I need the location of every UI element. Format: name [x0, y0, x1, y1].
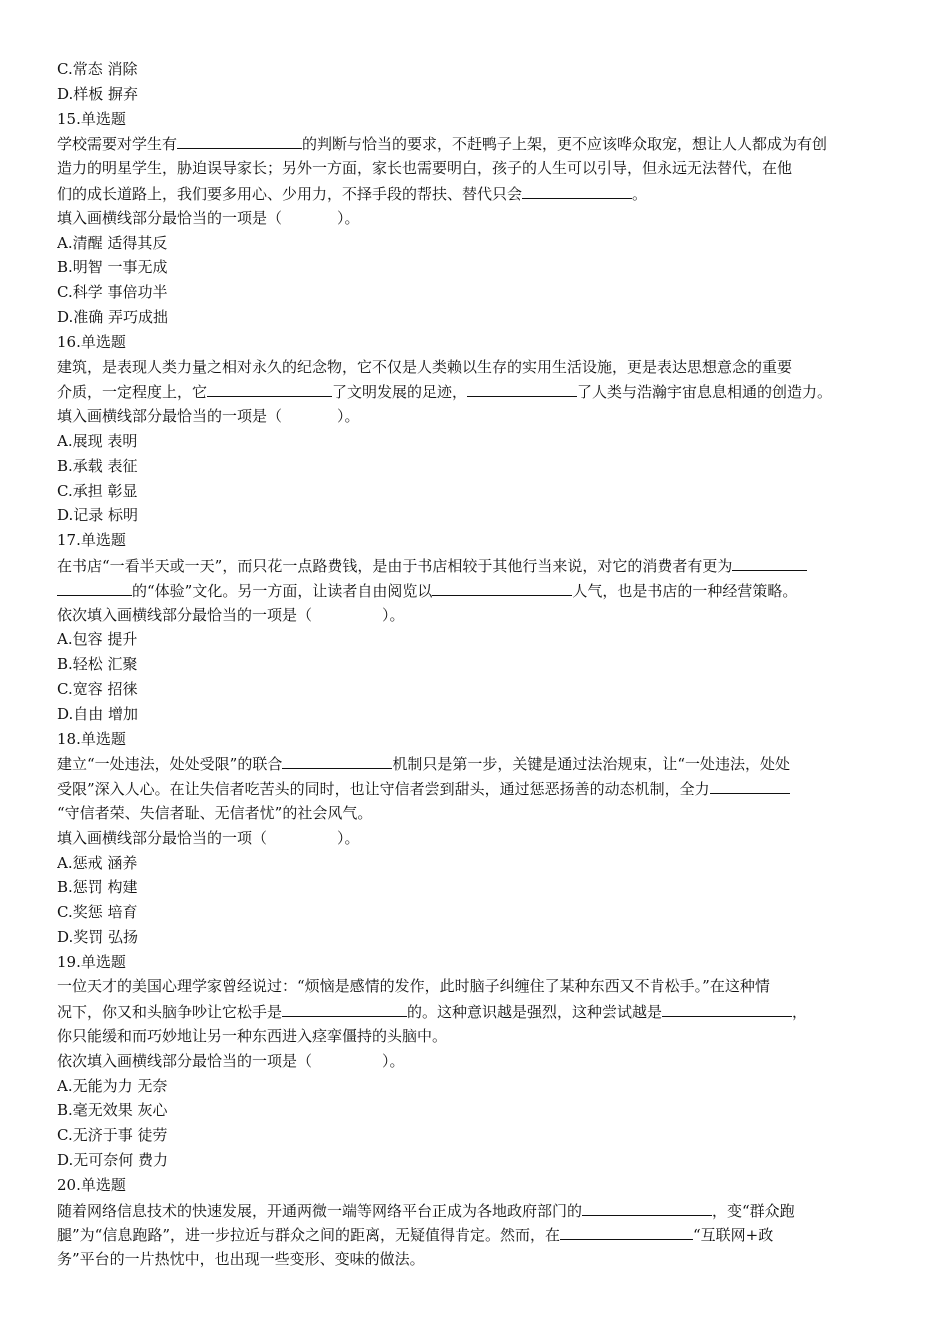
- question-stem-line: 学校需要对学生有 的判断与恰当的要求，不赶鸭子上架，更不应该哗众取宠，想让人人都成为有创: [57, 131, 893, 156]
- fill-blank: [582, 1198, 712, 1216]
- option-b[interactable]: B.毫无效果 灰心: [57, 1101, 168, 1120]
- question-prompt: 依次填入画横线部分最恰当的一项是（ ）。: [57, 1051, 405, 1070]
- question-stem-line: 建筑，是表现人类力量之相对永久的纪念物，它不仅是人类赖以生存的实用生活设施，更是表达思想意念的重要: [57, 357, 793, 376]
- question-stem-line: 建立“一处违法，处处受限”的联合 机制只是第一步，关键是通过法治规束，让“一处违法，处处: [57, 751, 893, 776]
- option-d[interactable]: D.准确 弄巧成拙: [57, 307, 169, 326]
- option-a[interactable]: A.展现 表明: [57, 431, 138, 450]
- option-d[interactable]: D.自由 增加: [57, 704, 139, 723]
- fill-blank: [662, 999, 792, 1017]
- option-c[interactable]: C.承担 彰显: [57, 481, 138, 500]
- question-header: 18.单选题: [57, 729, 126, 748]
- question-stem-line: 腿”为“信息跑路”，进一步拉近与群众之间的距离，无疑值得肯定。然而，在 “互联网+政: [57, 1222, 893, 1247]
- option-a[interactable]: A.包容 提升: [57, 630, 138, 649]
- fill-blank: [57, 578, 132, 596]
- option-a[interactable]: A.惩戒 涵养: [57, 853, 138, 872]
- question-stem-line: 一位天才的美国心理学家曾经说过：“烦恼是感情的发作，此时脑子纠缠住了某种东西又不肯松手。”在这种情: [57, 977, 770, 996]
- question-prompt: 填入画横线部分最恰当的一项（ ）。: [57, 828, 360, 847]
- option-c[interactable]: C.无济于事 徒劳: [57, 1126, 168, 1145]
- option-b[interactable]: B.明智 一事无成: [57, 258, 168, 277]
- fill-blank: [177, 131, 302, 149]
- question-prompt: 填入画横线部分最恰当的一项是（ ）。: [57, 208, 360, 227]
- option-b[interactable]: B.承载 表征: [57, 456, 138, 475]
- option-c[interactable]: C.奖惩 培育: [57, 903, 138, 922]
- question-stem-line: 们的成长道路上，我们要多用心、少用力，不择手段的帮扶、替代只会 。: [57, 181, 893, 206]
- option-d[interactable]: D.样板 摒弃: [57, 84, 139, 103]
- question-header: 20.单选题: [57, 1175, 126, 1194]
- question-header: 15.单选题: [57, 109, 126, 128]
- question-header: 19.单选题: [57, 952, 126, 971]
- fill-blank: [282, 999, 407, 1017]
- option-c[interactable]: C.科学 事倍功半: [57, 283, 168, 302]
- fill-blank: [710, 776, 790, 794]
- question-stem-line: 在书店“一看半天或一天”，而只花一点路费钱，是由于书店相较于其他行当来说，对它的消费者有更为: [57, 553, 893, 578]
- question-prompt: 填入画横线部分最恰当的一项是（ ）。: [57, 407, 360, 426]
- fill-blank: [282, 751, 392, 769]
- option-b[interactable]: B.轻松 汇聚: [57, 655, 138, 674]
- question-prompt: 依次填入画横线部分最恰当的一项是（ ）。: [57, 605, 405, 624]
- option-a[interactable]: A.清醒 适得其反: [57, 233, 168, 252]
- question-stem-line: 况下，你又和头脑争吵让它松手是 的。这种意识越是强烈，这种尝试越是 ，: [57, 999, 893, 1024]
- option-d[interactable]: D.记录 标明: [57, 506, 139, 525]
- question-header: 16.单选题: [57, 332, 126, 351]
- option-c[interactable]: C.宽容 招徕: [57, 679, 138, 698]
- question-header: 17.单选题: [57, 531, 126, 550]
- option-a[interactable]: A.无能为力 无奈: [57, 1076, 168, 1095]
- fill-blank: [560, 1222, 693, 1240]
- question-stem-line: 受限”深入人心。在让失信者吃苦头的同时，也让守信者尝到甜头，通过惩恶扬善的动态机制，全力: [57, 776, 893, 801]
- question-stem-line: “守信者荣、失信者耻、无信者忧”的社会风气。: [57, 803, 373, 822]
- option-d[interactable]: D.无可奈何 费力: [57, 1151, 169, 1170]
- question-stem-line: 造力的明星学生，胁迫误导家长；另外一方面，家长也需要明白，孩子的人生可以引导，但永远无法替代，在他: [57, 159, 793, 178]
- fill-blank: [467, 379, 577, 397]
- fill-blank: [207, 379, 332, 397]
- option-d[interactable]: D.奖罚 弘扬: [57, 927, 139, 946]
- option-b[interactable]: B.惩罚 构建: [57, 878, 138, 897]
- question-stem-line: 务”平台的一片热忱中，也出现一些变形、变味的做法。: [57, 1250, 425, 1269]
- question-stem-line: 的“体验”文化。另一方面，让读者自由阅览以 人气，也是书店的一种经营策略。: [57, 578, 893, 603]
- question-stem-line: 随着网络信息技术的快速发展，开通两微一端等网络平台正成为各地政府部门的 ，变“群众跑: [57, 1198, 893, 1223]
- fill-blank: [522, 181, 632, 199]
- exam-page: [57, 57, 893, 1272]
- option-c[interactable]: C.常态 消除: [57, 60, 138, 78]
- question-stem-line: 介质，一定程度上，它 了文明发展的足迹， 了人类与浩瀚宇宙息息相通的创造力。: [57, 379, 893, 404]
- fill-blank: [732, 553, 807, 571]
- question-stem-line: 你只能缓和而巧妙地让另一种东西进入痉挛僵持的头脑中。: [57, 1027, 448, 1046]
- fill-blank: [432, 578, 572, 596]
